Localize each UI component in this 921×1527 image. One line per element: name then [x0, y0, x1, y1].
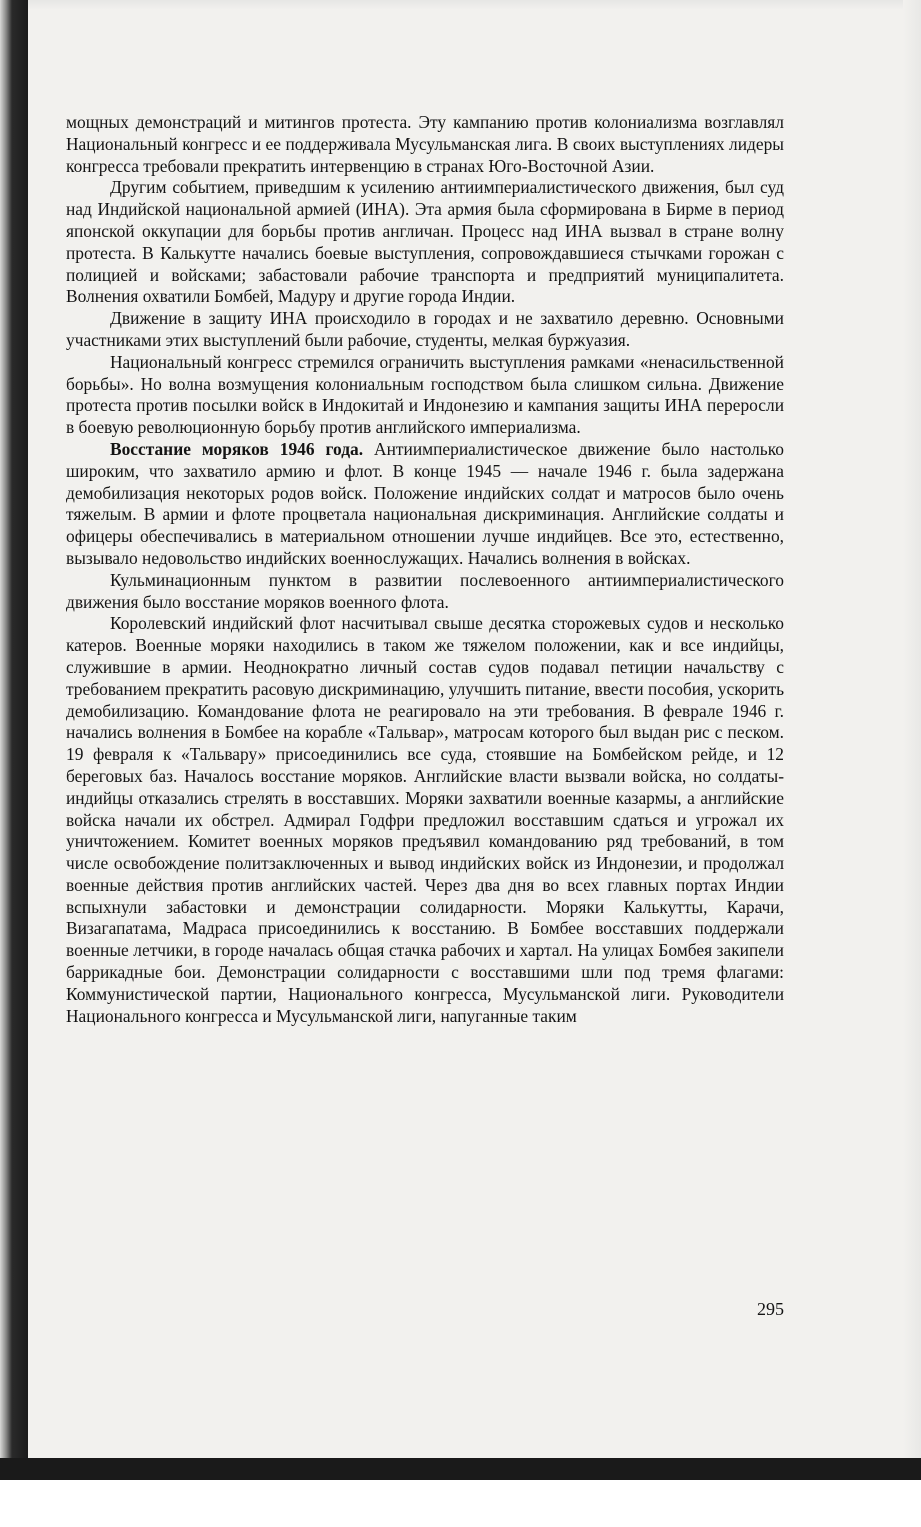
run-in-heading: Восстание моряков 1946 года.: [110, 438, 364, 459]
paragraph: мощных демонстраций и митингов протеста. Эту кампанию против колониализма возглавлял Национальный конгресс и ее поддерживала Мусульманская лига. В своих выступлениях лидеры конгресса требовали прекратить интервенцию в странах Юго-Восточной Азии.: [66, 112, 784, 176]
paragraph: Кульминационным пунктом в развитии послевоенного антиимпериалистического движения было восстание моряков военного флота.: [66, 569, 784, 612]
paragraph: Движение в защиту ИНА происходило в городах и не захватило деревню. Основными участниками этих выступлений были рабочие, студенты, мелкая буржуазия.: [66, 308, 784, 350]
book-spine-shadow: [0, 0, 28, 1527]
page-body-text: [66, 112, 784, 1027]
scan-top-edge: [0, 0, 921, 10]
paragraph-text: Антиимпериалистическое движение было настолько широким, что захватило армию и флот. В конце 1945 — начале 1946 г. была задержана демобилизация некоторых родов войск. Положение индийских солдат и матросов было очень тяжелым. В армии и флоте процветала национальная дискриминация. Английские солдаты и офицеры обеспечивались в материальном отношении лучше индийцев. Все это, естественно, вызывало недовольство индийских военнослужащих. Начались волнения в войсках.: [66, 438, 784, 568]
paragraph: Королевский индийский флот насчитывал свыше десятка сторожевых судов и несколько катеров. Военные моряки находились в таком же тяжелом положении, как и все индийцы, служившие в армии. Неоднократно личный состав судов подавал петиции начальству с требованием прекратить расовую дискриминацию, улучшить питание, ввести пособия, ускорить демобилизацию. Командование флота не реагировало на эти требования. В феврале 1946 г. начались волнения в Бомбее на корабле «Тальвар», матросам которого был выдан рис с песком. 19 февраля к «Тальвару» присоединились все суда, стоявшие на Бомбейском рейде, и 12 береговых баз. Началось восстание моряков. Английские власти вызвали войска, но солдаты-индийцы отказались стрелять в восставших. Моряки захватили военные казармы, а английские войска начали их обстрел. Адмирал Годфри предложил восставшим сдаться и угрожал их уничтожением. Комитет военных моряков предъявил командованию ряд требований, в том числе освобождение политзаключенных и вывод индийских войск из Индонезии, и продолжал военные действия против английских частей. Через два дня во всех главных портах Индии вспыхнули забастовки и демонстрации солидарности. Моряки Калькутты, Карачи, Визагапатама, Мадраса присоединились к восстанию. В Бомбее восставших поддержали военные летчики, в городе началась общая стачка рабочих и хартал. На улицах Бомбея закипели баррикадные бои. Демонстрации солидарности с восставшими шли под тремя флагами: Коммунистической партии, Национального конгресса, Мусульманской лиги. Руководители Национального конгресса и Мусульманской лиги, напуганные таким: [66, 613, 784, 1026]
paragraph: Другим событием, приведшим к усилению антиимпериалистического движения, был суд над Индийской национальной армией (ИНА). Эта армия была сформирована в Бирме в период японской оккупации для борьбы против англичан. Процесс над ИНА вызвал в стране волну протеста. В Калькутте начались боевые выступления, сопровождавшиеся стычками горожан с полицией и войсками; забастовали рабочие транспорта и предприятий муниципалитета. Волнения охватили Бомбей, Мадуру и другие города Индии.: [66, 177, 784, 307]
paragraph: Национальный конгресс стремился ограничить выступления рамками «ненасильственной борьбы». Но волна возмущения колониальным господством была слишком сильна. Движение протеста против посылки войск в Индокитай и Индонезию и кампания защиты ИНА переросли в боевую революционную борьбу против английского империализма.: [66, 351, 784, 438]
page-number: 295: [757, 1299, 784, 1319]
scan-margin-bottom: [0, 1480, 921, 1527]
scan-bottom-shadow: [0, 1458, 921, 1480]
scan-right-edge: [903, 0, 921, 1527]
paragraph-with-run-in-heading: [66, 439, 784, 570]
